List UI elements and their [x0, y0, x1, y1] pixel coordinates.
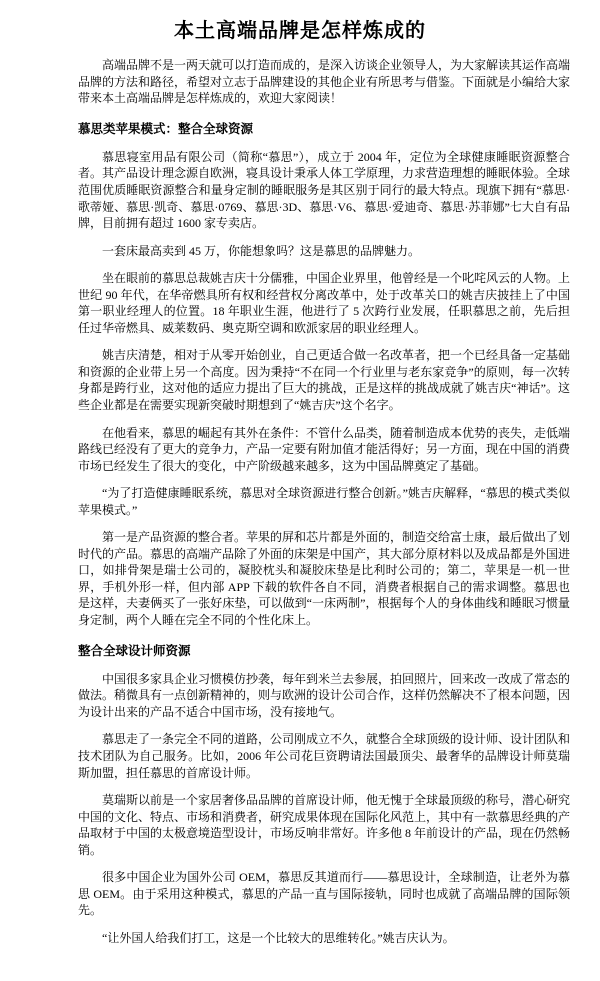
article-paragraph: 很多中国企业为国外公司 OEM，慕思反其道而行——慕思设计，全球制造，让老外为慕思 OEM。由于采用这种模式，慕思的产品一直与国际接轨，同时也成就了高端品牌的国际领先。 [78, 870, 570, 918]
article-content [78, 57, 570, 946]
article-paragraph: 高端品牌不是一两天就可以打造而成的，是深入访谈企业领导人，为大家解读其运作高端品牌的方法和路径，希望对立志于品牌建设的其他企业有所思考与借鉴。下面就是小编给大家带来本土高端品牌是怎样炼成的，欢迎大家阅读！ [78, 58, 571, 106]
article-paragraph: 一套床最高卖到 45 万，你能想象吗？这是慕思的品牌魅力。 [102, 243, 421, 258]
article-paragraph: “为了打造健康睡眠系统，慕思对全球资源进行整合创新。”姚吉庆解释，“慕思的模式类似苹果模式。” [78, 486, 570, 517]
article-paragraph: 姚吉庆清楚，相对于从零开始创业，自己更适合做一名改革者，把一个已经具备一定基础和资源的企业带上另一个高度。因为秉持“不在同一个行业里与老东家竞争”的原则，每一次转身都是跨行业，这对他的适应力提出了巨大的挑战，正是这样的挑战成就了姚吉庆“神话”。这些企业都是在需要实现新突破时期想到了“姚吉庆”这个名字。 [78, 348, 571, 412]
article-paragraph: 第一是产品资源的整合者。苹果的屏和芯片都是外面的，制造交给富士康，最后做出了划时代的产品。慕思的高端产品除了外面的床架是中国产，其大部分原材料以及成品都是外国进口，如排骨架是瑞士公司的，凝胶枕头和凝胶床垫是比利时公司的；第二，苹果是一机一世界，手机外形一样，但内部 APP 下载的软件各自不同，消费者根据自己的需求调整。慕思也是这样，夫妻俩买了一张好床垫，可以做到“一床两制”，根据每个人的身体曲线和睡眠习惯量身定制，两个人睡在完全不同的个性化床上。 [78, 530, 571, 628]
section-heading: 整合全球设计师资源 [78, 643, 191, 658]
article-paragraph: 中国很多家具企业习惯模仿抄袭，每年到米兰去参展，拍回照片，回来改一改成了常态的做法。稍微具有一点创新精神的，则与欧洲的设计公司合作，这样仍然解决不了根本问题，因为设计出来的产品不适合中国市场，没有接地气。 [78, 671, 571, 719]
article-paragraph: 坐在眼前的慕思总裁姚吉庆十分儒雅，中国企业界里，他曾经是一个叱咤风云的人物。上世纪 90 年代，在华帝燃具所有权和经营权分离改革中，处于改革关口的姚吉庆披挂上了中国第一职业经理人的位置。18 年职业生涯，他进行了 5 次跨行业发展，任职慕思之前，先后担任过华帝燃具、威莱数码、奥克斯空调和欧派家居的职业经理人。 [78, 271, 571, 335]
article-paragraph: 莫瑞斯以前是一个家居奢侈品品牌的首席设计师，他无愧于全球最顶级的称号，潜心研究中国的文化、特点、市场和消费者，研究成果体现在国际化风范上，其中有一款慕思经典的产品取材于中国的太极意境造型设计，市场反响非常好。许多他 8 年前设计的产品，现在仍然畅销。 [78, 793, 571, 857]
article-paragraph: 慕思走了一条完全不同的道路，公司刚成立不久，就整合全球顶级的设计师、设计团队和技术团队为自己服务。比如，2006 年公司花巨资聘请法国最顶尖、最奢华的品牌设计师莫瑞斯加盟，担任慕思的首席设计师。 [78, 732, 571, 780]
section-heading: 慕思类苹果模式：整合全球资源 [78, 121, 254, 136]
article-paragraph: “让外国人给我们打工，这是一个比较大的思维转化。”姚吉庆认为。 [102, 930, 455, 945]
article-paragraph: 在他看来，慕思的崛起有其外在条件：不管什么品类，随着制造成本优势的丧失，走低端路线已经没有了更大的竞争力，产品一定要有附加值才能活得好；另一方面，现在中国的消费市场已经发生了很大的变化，中产阶级越来越多，这为中国品牌奠定了基础。 [78, 425, 571, 473]
article-title: 本土高端品牌是怎样炼成的 [174, 20, 426, 42]
article-paragraph: 慕思寝室用品有限公司（简称“慕思”），成立于 2004 年，定位为全球健康睡眠资源整合者。其产品设计理念源自欧洲，寝具设计秉承人体工学原理，力求营造理想的睡眠体验。全球范围优质睡眠资源整合和量身定制的睡眠服务是其区别于同行的最大特点。现旗下拥有“慕思·歌蒂娅、慕思·凯奇、慕思·0769、慕思·3D、慕思·V6、慕思·爱迪奇、慕思·苏菲娜”七大自有品牌，目前拥有超过 1600 家专卖店。 [78, 149, 571, 231]
